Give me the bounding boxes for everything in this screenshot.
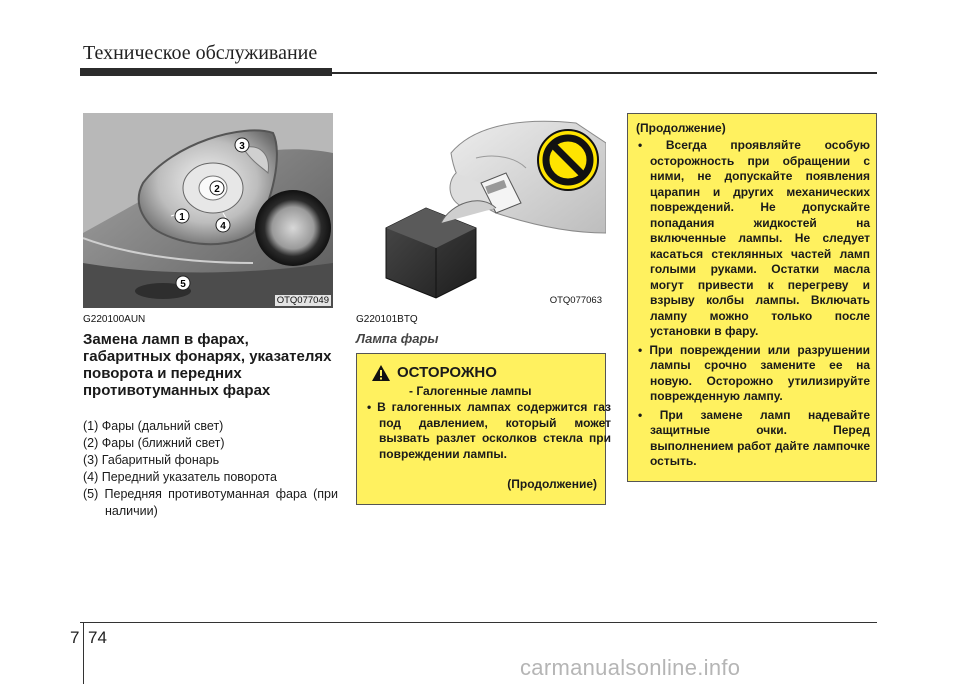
callout-1: 1 [179, 212, 185, 223]
list-item: (1) Фары (дальний свет) [83, 419, 224, 433]
section-code-left: G220100AUN [83, 314, 146, 325]
bulb-list [83, 418, 338, 520]
footer-divider [83, 622, 84, 684]
callout-2: 2 [214, 184, 220, 195]
list-item: (5) Передняя противотуманная фара (при наличии) [83, 487, 338, 518]
list-item: (2) Фары (ближний свет) [83, 436, 225, 450]
list-item: (3) Габаритный фонарь [83, 453, 220, 467]
warning-box [356, 353, 611, 505]
callout-5: 5 [180, 279, 186, 290]
section-header-title: Техническое обслуживание [83, 42, 318, 64]
warning-title: ОСТОРОЖНО [397, 364, 497, 381]
image-code-middle: OTQ077063 [549, 295, 602, 306]
watermark: carmanualsonline.info [520, 655, 741, 680]
headlamp-illustration [83, 113, 333, 308]
page-number: 74 [88, 628, 107, 647]
warning-bullet: • В галогенных лампах содержится газ под давлением, который может вызвать разлет осколков стекла при повреждении лампы. [367, 400, 611, 461]
warning-bullet-text: При замене ламп надевайте защитные очки. Перед выполнением работ дайте лампочке остыть. [650, 407, 870, 468]
warning-triangle-icon [372, 365, 390, 381]
warning-bullet-list [636, 138, 870, 470]
warning-bullet: • Всегда проявляйте особую осторожность при обращении с ними, не допускайте появления царапин и других механических повреждений. Не допускайте попадания жидкостей на включенные лампы. Не следует касаться стеклянных частей ламп голыми руками. Остатки масла могут привести к перегреву и взрыву колбы лампы. Включать лампу можно только после установки в фару. [638, 138, 870, 338]
headlamp-image [83, 113, 333, 308]
warning-bullet-text: В галогенных лампах содержится газ под давлением, который может вызвать разлет осколков стекла при повреждении лампы. [377, 400, 611, 461]
continued-label: (Продолжение) [507, 477, 597, 491]
prohibited-icon [538, 130, 598, 190]
chapter-number: 7 [70, 628, 80, 647]
section-title: Замена ламп в фарах, габаритных фонарях, указателях поворота и передних противотуманных фарах [83, 331, 332, 399]
warning-bullet-text: При повреждении или разрушении лампы срочно замените ее на новую. Осторожно утилизируйте поврежденную лампу. [649, 342, 870, 403]
warning-subtitle: - Галогенные лампы [409, 384, 532, 398]
continued-header: (Продолжение) [636, 121, 726, 135]
bulb-illustration [356, 113, 606, 308]
footer-rule [80, 622, 877, 623]
list-item: (4) Передний указатель поворота [83, 470, 277, 484]
callout-4: 4 [220, 221, 226, 232]
warning-bullet: • При замене ламп надевайте защитные очки. Перед выполнением работ дайте лампочке остыть. [638, 407, 870, 468]
bulb-image [356, 113, 606, 308]
section-code-middle: G220101BTQ [356, 314, 418, 325]
header-bar [80, 68, 332, 76]
warning-bullet: • При повреждении или разрушении лампы срочно замените ее на новую. Осторожно утилизируйте поврежденную лампу. [638, 342, 870, 403]
callout-3: 3 [239, 141, 245, 152]
image-code-left: OTQ077049 [276, 295, 329, 306]
subsection-title: Лампа фары [356, 331, 439, 346]
warning-box-continued [627, 113, 877, 482]
warning-bullet-text: Всегда проявляйте особую осторожность при обращении с ними, не допускайте появления царапин и других механических повреждений. Не допускайте попадания жидкостей на включенные лампы. Не следует касаться стеклянных частей ламп голыми руками. Остатки масла могут привести к перегреву и взрыву колбы лампы. Включать лампу можно только после установки в фару. [650, 138, 870, 338]
